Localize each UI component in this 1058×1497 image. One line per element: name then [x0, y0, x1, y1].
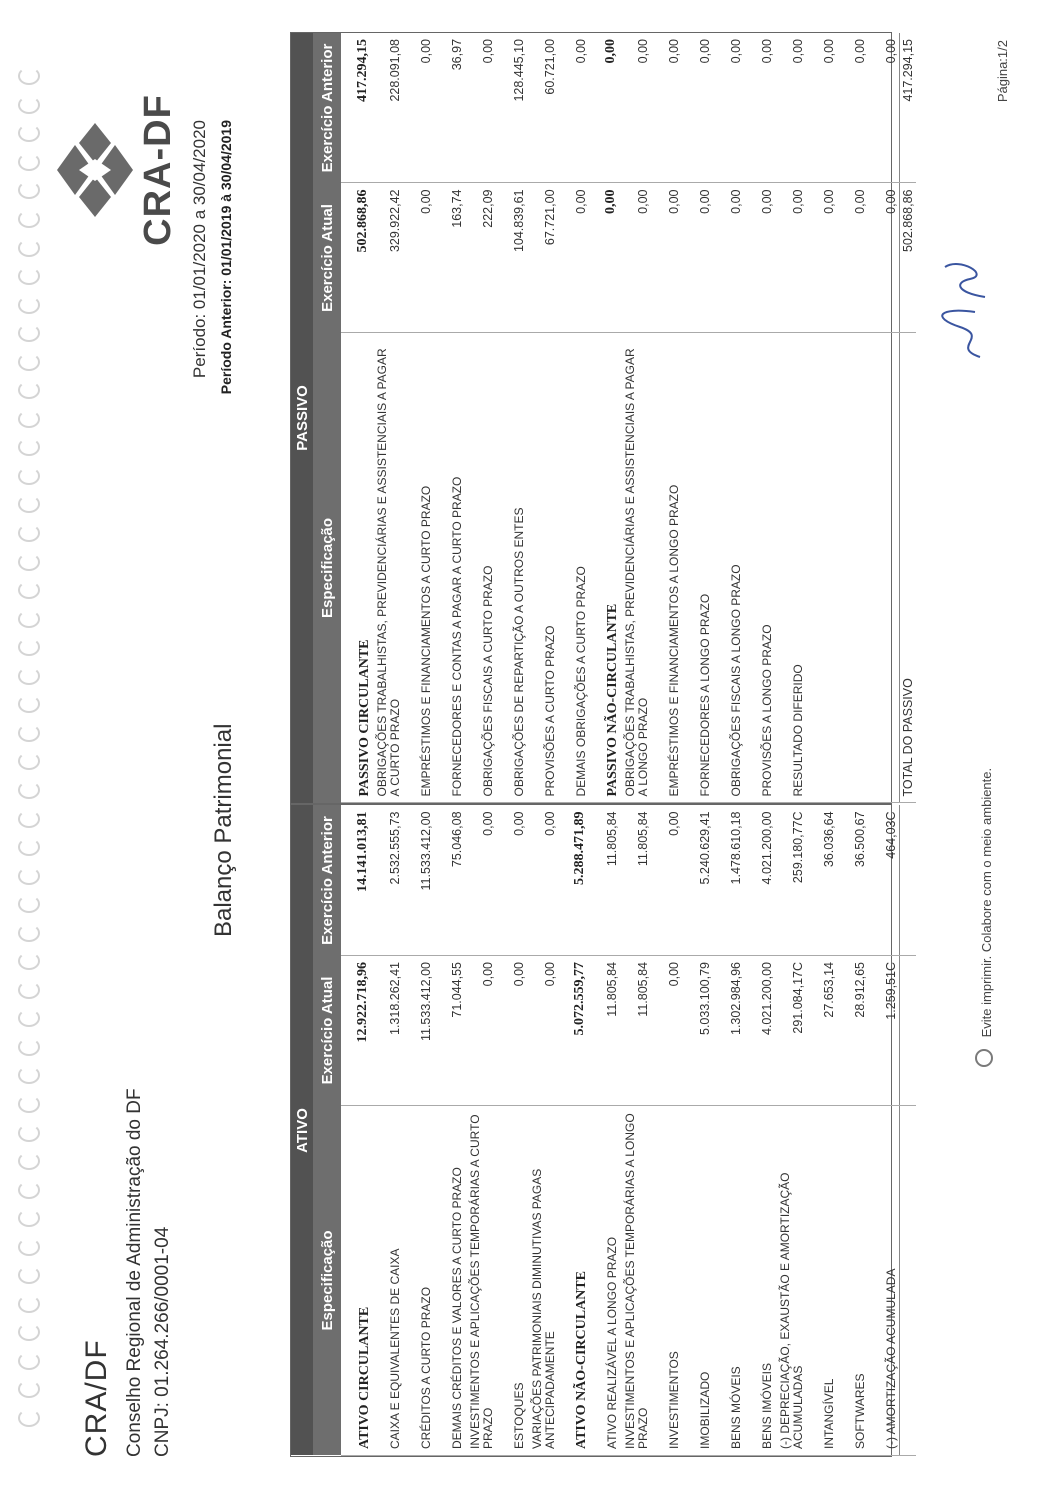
cell-anterior: 0,00 [682, 33, 713, 183]
cell-atual: 291.084,17C [775, 956, 806, 1106]
ativo-table [291, 805, 916, 1456]
cell-atual: 0,00 [651, 956, 682, 1106]
table-row [558, 805, 589, 1455]
cell-atual: 222,09 [465, 183, 496, 333]
cell-label: OBRIGAÇÕES TRABALHISTAS, PREVIDENCIÁRIAS E ASSISTENCIAIS A PAGAR A CURTO PRAZO [372, 333, 403, 803]
cell-atual: 4.021.200,00 [744, 956, 775, 1106]
table-row [558, 33, 589, 803]
binder-ring-icon [18, 1380, 40, 1398]
cell-anterior: 0,00 [651, 805, 682, 955]
total-anterior: 417.294,15 [899, 33, 916, 183]
cell-anterior: 36.036,64 [806, 805, 837, 955]
cell-atual: 0,00 [527, 956, 558, 1106]
cell-label: ATIVO NÃO-CIRCULANTE [558, 1106, 589, 1456]
binder-ring-icon [18, 96, 40, 114]
cell-anterior: 75.046,08 [434, 805, 465, 955]
cell-atual: 27.653,14 [806, 956, 837, 1106]
cell-anterior: 0,00 [806, 33, 837, 183]
ativo-table-wrap [290, 804, 898, 1457]
cell-anterior: 11.805,84 [589, 805, 620, 955]
binder-ring-icon [18, 1209, 40, 1227]
binder-ring-icon [18, 1124, 40, 1142]
cell-anterior: 36.500,67 [837, 805, 868, 955]
cell-atual: 163,74 [434, 183, 465, 333]
binder-ring-icon [18, 667, 40, 685]
cell-label: INVESTIMENTOS E APLICAÇÕES TEMPORÁRIAS A CURTO PRAZO [465, 1106, 496, 1456]
binder-ring-icon [18, 610, 40, 628]
table-row [620, 33, 651, 803]
binder-ring-icon [18, 1181, 40, 1199]
cell-anterior: 0,00 [589, 33, 620, 183]
cell-atual: 12.922.718,96 [341, 956, 372, 1106]
cell-label: DEMAIS OBRIGAÇÕES A CURTO PRAZO [558, 333, 589, 803]
binder-ring-icon [18, 353, 40, 371]
cell-atual: 11.805,84 [589, 956, 620, 1106]
total-row [899, 33, 916, 803]
cell-label: FORNECEDORES E CONTAS A PAGAR A CURTO PRAZO [434, 333, 465, 803]
cell-anterior: 128.445,10 [496, 33, 527, 183]
cell-label: INTANGÍVEL [806, 1106, 837, 1456]
cell-anterior: 417.294,15 [341, 33, 372, 183]
binder-ring-icon [18, 210, 40, 228]
cell-atual: 5.072.559,77 [558, 956, 589, 1106]
binder-ring-icon [18, 1352, 40, 1370]
table-row [403, 33, 434, 803]
cell-anterior: 60.721,00 [527, 33, 558, 183]
binder-ring-icon [18, 981, 40, 999]
binder-ring-icon [18, 581, 40, 599]
cell-label: OBRIGAÇÕES FISCAIS A LONGO PRAZO [713, 333, 744, 803]
binder-ring-icon [18, 1066, 40, 1084]
cell-atual: 0,00 [589, 183, 620, 333]
cell-atual: 11.805,84 [620, 956, 651, 1106]
cell-atual: 11.533.412,00 [403, 956, 434, 1106]
page-number: Página:1/2 [995, 40, 1010, 103]
cell-label: (-) AMORTIZAÇÃO ACUMULADA [868, 1106, 899, 1456]
cell-anterior: 0,00 [775, 33, 806, 183]
binder-ring-icon [18, 181, 40, 199]
cell-label: PASSIVO NÃO-CIRCULANTE [589, 333, 620, 803]
logo-text: CRA-DF [137, 94, 179, 246]
cell-atual: 28.912,65 [837, 956, 868, 1106]
binder-ring-icon [18, 638, 40, 656]
table-row [589, 33, 620, 803]
cell-anterior: 0,00 [496, 805, 527, 955]
cell-atual: 0,00 [651, 183, 682, 333]
cell-label [837, 333, 868, 803]
cell-anterior: 0,00 [651, 33, 682, 183]
passivo-col-atual: Exercício Atual [313, 183, 341, 333]
footer-note-text: Evite imprimir. Colabore com o meio ambiente. [979, 767, 994, 1038]
cell-label: OBRIGAÇÕES FISCAIS A CURTO PRAZO [465, 333, 496, 803]
binder-ring-icon [18, 553, 40, 571]
binder-ring-icon [18, 810, 40, 828]
table-row [465, 33, 496, 803]
periodo-anterior: Período Anterior: 01/01/2019 à 30/04/2019 [218, 120, 234, 395]
passivo-col-especificacao: Especificação [313, 333, 341, 803]
binder-ring-icon [18, 752, 40, 770]
table-row [341, 805, 372, 1455]
cell-atual: 1.302.984,96 [713, 956, 744, 1106]
cell-label: OBRIGAÇÕES TRABALHISTAS, PREVIDENCIÁRIAS E ASSISTENCIAIS A PAGAR A LONGO PRAZO [620, 333, 651, 803]
binder-ring-icon [18, 153, 40, 171]
passivo-table-wrap [290, 32, 915, 805]
org-cnpj: CNPJ: 01.264.266/0001-04 [152, 1226, 173, 1457]
binder-ring-icon [18, 1409, 40, 1427]
table-row [651, 805, 682, 1455]
cell-atual: 0,00 [744, 183, 775, 333]
footer-note [975, 768, 994, 1067]
binder-ring-icon [18, 724, 40, 742]
cell-label: SOFTWARES [837, 1106, 868, 1456]
table-row [775, 33, 806, 803]
cell-atual: 0,00 [403, 183, 434, 333]
cell-label: BENS IMÓVEIS [744, 1106, 775, 1456]
passivo-group-header: PASSIVO [291, 33, 313, 803]
cell-anterior: 1.478.610,18 [713, 805, 744, 955]
binder-ring-icon [18, 867, 40, 885]
cell-anterior: 0,00 [713, 33, 744, 183]
binder-ring-icon [18, 1238, 40, 1256]
binder-ring-icon [18, 695, 40, 713]
table-row [806, 33, 837, 803]
table-row [713, 33, 744, 803]
table-row [713, 805, 744, 1455]
table-row [496, 33, 527, 803]
cell-atual: 0,00 [775, 183, 806, 333]
binder-ring-icon [18, 410, 40, 428]
binder-ring-icon [18, 239, 40, 257]
binder-ring-icon [18, 895, 40, 913]
cell-label [868, 333, 899, 803]
binder-ring-icon [18, 781, 40, 799]
cell-empty [899, 805, 916, 955]
cell-label: EMPRÉSTIMOS E FINANCIAMENTOS A CURTO PRAZO [403, 333, 434, 803]
cell-anterior: 14.141.013,81 [341, 805, 372, 955]
binder-ring-icon [18, 1095, 40, 1113]
cell-anterior: 4.021.200,00 [744, 805, 775, 955]
cell-label: CAIXA E EQUIVALENTES DE CAIXA [372, 1106, 403, 1456]
cell-anterior: 0,00 [465, 33, 496, 183]
table-row [682, 805, 713, 1455]
logo-mark-icon [55, 115, 135, 225]
cell-label: PROVISÕES A CURTO PRAZO [527, 333, 558, 803]
binder-ring-icon [18, 438, 40, 456]
table-row [465, 805, 496, 1455]
cell-anterior: 0,00 [837, 33, 868, 183]
recycle-icon [975, 1049, 993, 1067]
table-row [837, 33, 868, 803]
table-row [899, 805, 916, 1455]
cell-label: PROVISÕES A LONGO PRAZO [744, 333, 775, 803]
cell-anterior: 11.533.412,00 [403, 805, 434, 955]
table-row [682, 33, 713, 803]
cell-anterior: 228.091,08 [372, 33, 403, 183]
table-row [527, 33, 558, 803]
cell-anterior: 0,00 [465, 805, 496, 955]
cell-label: INVESTIMENTOS [651, 1106, 682, 1456]
table-row [868, 805, 899, 1455]
table-row [434, 805, 465, 1455]
cell-atual: 0,00 [837, 183, 868, 333]
binder-ring-icon [18, 296, 40, 314]
balance-tables [290, 37, 915, 1457]
cell-label [806, 333, 837, 803]
binder-ring-icon [18, 838, 40, 856]
cell-atual: 0,00 [620, 183, 651, 333]
doc-title: Balanço Patrimonial [210, 723, 237, 937]
cell-atual: 329.922,42 [372, 183, 403, 333]
ativo-col-atual: Exercício Atual [313, 956, 341, 1106]
cell-atual: 0,00 [806, 183, 837, 333]
binder-ring-icon [18, 324, 40, 342]
table-row [341, 33, 372, 803]
cra-logo [55, 80, 180, 260]
binder-ring-icon [18, 267, 40, 285]
cell-label: IMOBILIZADO [682, 1106, 713, 1456]
table-row [620, 805, 651, 1455]
binder-ring-icon [18, 1323, 40, 1341]
cell-atual: 5.033.100,79 [682, 956, 713, 1106]
cell-anterior: 2.532.555,73 [372, 805, 403, 955]
cell-label: PASSIVO CIRCULANTE [341, 333, 372, 803]
table-row [744, 33, 775, 803]
cell-atual: 0,00 [682, 183, 713, 333]
signature-mark [930, 247, 1000, 367]
table-row [372, 33, 403, 803]
binder-ring-icon [18, 124, 40, 142]
passivo-col-anterior: Exercício Anterior [313, 33, 341, 183]
binder-ring-icon [18, 1266, 40, 1284]
cell-anterior: 259.180,77C [775, 805, 806, 955]
ativo-col-especificacao: Especificação [313, 1106, 341, 1456]
cell-label: ATIVO REALIZÁVEL A LONGO PRAZO [589, 1106, 620, 1456]
binder-ring-icon [18, 1038, 40, 1056]
binder-ring-icon [18, 496, 40, 514]
cell-anterior: 11.805,84 [620, 805, 651, 955]
cell-atual: 502.868,86 [341, 183, 372, 333]
table-row [837, 805, 868, 1455]
cell-label: INVESTIMENTOS E APLICAÇÕES TEMPORÁRIAS A LONGO PRAZO [620, 1106, 651, 1456]
total-atual: 502.868,86 [899, 183, 916, 333]
cell-label: OBRIGAÇÕES DE REPARTIÇÃO A OUTROS ENTES [496, 333, 527, 803]
cell-label: ATIVO CIRCULANTE [341, 1106, 372, 1456]
cell-label: DEMAIS CRÉDITOS E VALORES A CURTO PRAZO [434, 1106, 465, 1456]
cell-anterior: 0,00 [403, 33, 434, 183]
cell-label: CRÉDITOS A CURTO PRAZO [403, 1106, 434, 1456]
cell-anterior: 0,00 [620, 33, 651, 183]
binder-ring-icon [18, 1295, 40, 1313]
cell-anterior: 0,00 [744, 33, 775, 183]
table-row [403, 805, 434, 1455]
binder-ring-icon [18, 67, 40, 85]
cell-label: BENS MÓVEIS [713, 1106, 744, 1456]
cell-atual: 71.044,55 [434, 956, 465, 1106]
cell-atual: 67.721,00 [527, 183, 558, 333]
table-row [868, 33, 899, 803]
ativo-group-header: ATIVO [291, 805, 313, 1455]
binder-ring-icon [18, 381, 40, 399]
cell-anterior: 0,00 [527, 805, 558, 955]
cell-label: VARIAÇÕES PATRIMONIAIS DIMINUTIVAS PAGAS ANTECIPADAMENTE [527, 1106, 558, 1456]
table-row [372, 805, 403, 1455]
binder-ring-icon [18, 467, 40, 485]
table-row [527, 805, 558, 1455]
org-header [80, 1088, 174, 1457]
cell-empty [899, 1106, 916, 1456]
cell-anterior: 5.288.471,89 [558, 805, 589, 955]
cell-anterior: 36,97 [434, 33, 465, 183]
ativo-col-anterior: Exercício Anterior [313, 805, 341, 955]
binder-ring-icon [18, 1152, 40, 1170]
total-label: TOTAL DO PASSIVO [899, 333, 916, 803]
table-row [434, 33, 465, 803]
cell-empty [899, 956, 916, 1106]
table-row [589, 805, 620, 1455]
table-row [496, 805, 527, 1455]
cell-anterior: 0,00 [868, 33, 899, 183]
table-row [806, 805, 837, 1455]
cell-atual: 0,00 [465, 956, 496, 1106]
cell-atual: 0,00 [713, 183, 744, 333]
cell-atual: 0,00 [868, 183, 899, 333]
binder-holes [18, 67, 44, 1427]
table-row [651, 33, 682, 803]
table-row [744, 805, 775, 1455]
cell-anterior: 0,00 [558, 33, 589, 183]
periodo: Período: 01/01/2020 a 30/04/2020 [190, 120, 209, 379]
cell-label: RESULTADO DIFERIDO [775, 333, 806, 803]
cell-anterior: 464,03C [868, 805, 899, 955]
cell-label: FORNECEDORES A LONGO PRAZO [682, 333, 713, 803]
binder-ring-icon [18, 952, 40, 970]
binder-ring-icon [18, 1009, 40, 1027]
binder-ring-icon [18, 924, 40, 942]
cell-atual: 0,00 [558, 183, 589, 333]
binder-ring-icon [18, 524, 40, 542]
cell-atual: 104.839,61 [496, 183, 527, 333]
org-code: CRA/DF [80, 1339, 113, 1457]
cell-atual: 1.318.262,41 [372, 956, 403, 1106]
passivo-table [291, 33, 916, 804]
cell-atual: 0,00 [496, 956, 527, 1106]
cell-label: (-) DEPRECIAÇÃO, EXAUSTÃO E AMORTIZAÇÃO ACUMULADAS [775, 1106, 806, 1456]
cell-anterior: 5.240.629,41 [682, 805, 713, 955]
cell-atual: 1.259,51C [868, 956, 899, 1106]
org-name: Conselho Regional de Administração do DF [124, 1088, 145, 1457]
cell-label: EMPRÉSTIMOS E FINANCIAMENTOS A LONGO PRAZO [651, 333, 682, 803]
table-row [775, 805, 806, 1455]
cell-label: ESTOQUES [496, 1106, 527, 1456]
